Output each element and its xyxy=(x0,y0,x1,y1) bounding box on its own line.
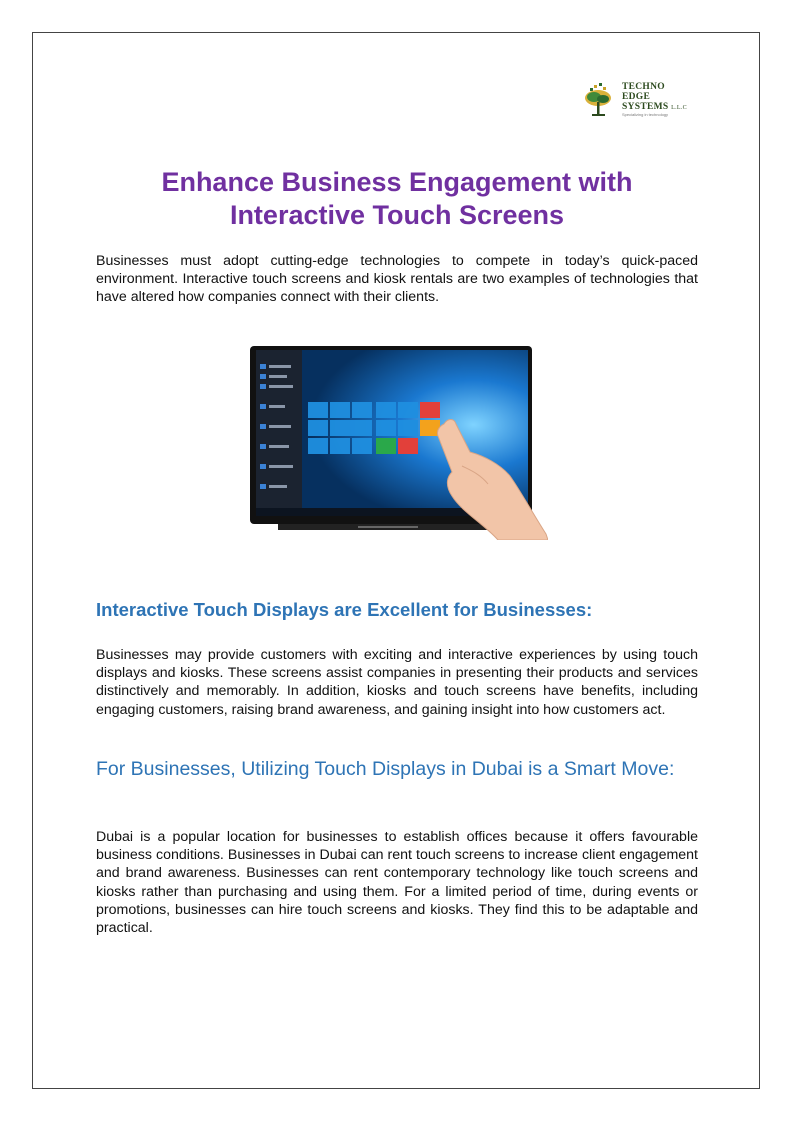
logo-suffix: L.L.C xyxy=(671,105,687,111)
section1-heading: Interactive Touch Displays are Excellent for Businesses: xyxy=(96,599,593,620)
logo-wordmark xyxy=(622,82,687,113)
logo-line-1: TECHNO xyxy=(622,82,665,92)
section2-heading: For Businesses, Utilizing Touch Displays in Dubai is a Smart Move: xyxy=(96,758,675,780)
logo-line-3: SYSTEMS xyxy=(622,102,669,112)
touch-screen-image xyxy=(248,344,548,540)
logo-tagline: Specializing in technology xyxy=(622,112,669,117)
section1-paragraph: Businesses may provide customers with exciting and interactive experiences by using touch displays and kiosks. These screens assist companies in presenting their products and services distinctively and memorably. In addition, kiosks and touch screens have benefits, including engaging customers, raising brand awareness, and gaining insight into how customers act. xyxy=(96,647,698,718)
company-logo xyxy=(578,82,698,118)
section2-paragraph: Dubai is a popular location for businesses to establish offices because it offers favourable business conditions. Businesses in Dubai can rent touch screens to increase client engagement and brand awareness. Businesses can rent contemporary technology like touch screens and kiosks rather than purchasing and using them. For a limited period of time, during events or promotions, businesses can hire touch screens and kiosks. They find this to be adaptable and practical. xyxy=(96,829,698,937)
tree-logo-icon xyxy=(578,82,620,118)
logo-line-2: EDGE xyxy=(622,92,651,102)
page-title: Enhance Business Engagement with Interactive Touch Screens xyxy=(161,167,633,230)
intro-paragraph: Businesses must adopt cutting-edge technologies to compete in today’s quick-paced environment. Interactive touch screens and kiosk rentals are two examples of technologies that have altered how companies connect with their clients. xyxy=(96,253,698,306)
